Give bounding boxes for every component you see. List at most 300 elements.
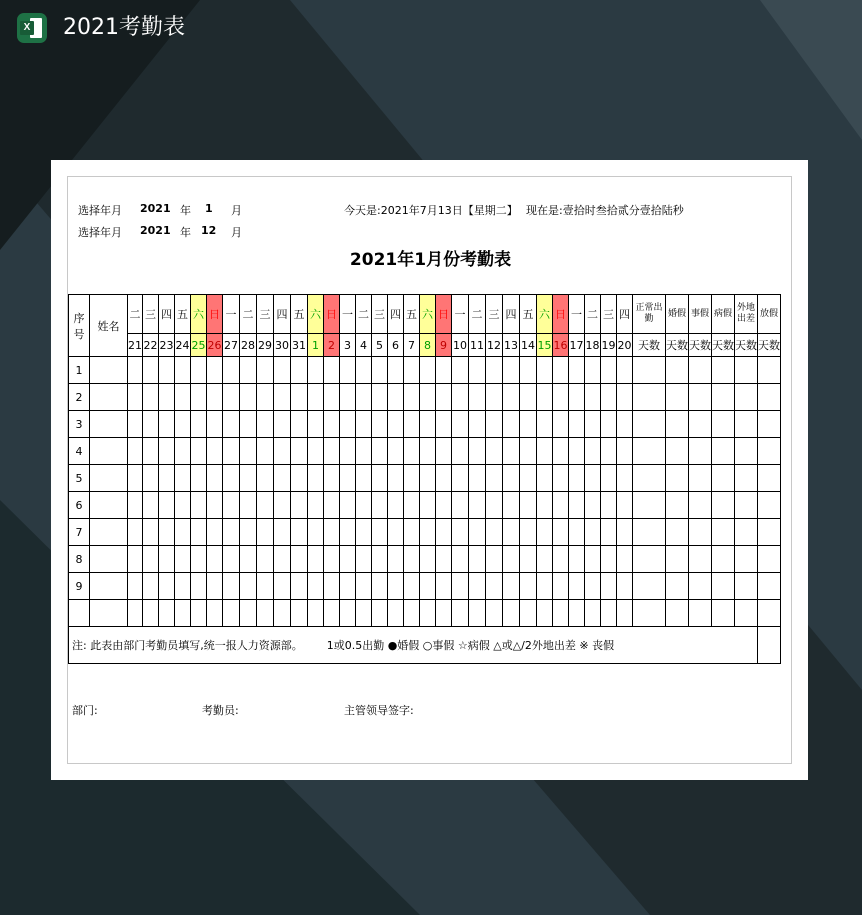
attendance-cell[interactable] <box>569 492 585 519</box>
attendance-cell[interactable] <box>601 465 617 492</box>
attendance-cell[interactable] <box>758 384 781 411</box>
attendance-cell[interactable] <box>274 438 291 465</box>
attendance-cell[interactable] <box>191 546 207 573</box>
attendance-cell[interactable] <box>617 546 633 573</box>
attendance-cell[interactable] <box>207 357 223 384</box>
attendance-cell[interactable] <box>666 438 689 465</box>
attendance-cell[interactable] <box>452 465 469 492</box>
attendance-cell[interactable] <box>223 384 240 411</box>
attendance-cell[interactable] <box>308 384 324 411</box>
attendance-cell[interactable] <box>436 492 452 519</box>
attendance-cell[interactable] <box>291 465 308 492</box>
attendance-cell[interactable] <box>191 411 207 438</box>
attendance-cell[interactable] <box>340 519 356 546</box>
attendance-cell[interactable] <box>356 546 372 573</box>
attendance-cell[interactable] <box>207 384 223 411</box>
attendance-cell[interactable] <box>420 411 436 438</box>
attendance-cell[interactable] <box>633 357 666 384</box>
attendance-cell[interactable] <box>633 465 666 492</box>
attendance-cell[interactable] <box>569 357 585 384</box>
attendance-cell[interactable] <box>436 411 452 438</box>
attendance-cell[interactable] <box>291 519 308 546</box>
attendance-cell[interactable] <box>257 465 274 492</box>
attendance-cell[interactable] <box>569 384 585 411</box>
attendance-cell[interactable] <box>191 573 207 600</box>
attendance-cell[interactable] <box>469 384 486 411</box>
attendance-cell[interactable] <box>486 438 503 465</box>
attendance-cell[interactable] <box>240 546 257 573</box>
attendance-cell[interactable] <box>486 411 503 438</box>
attendance-cell[interactable] <box>469 411 486 438</box>
attendance-cell[interactable] <box>689 465 712 492</box>
attendance-cell[interactable] <box>291 438 308 465</box>
attendance-cell[interactable] <box>436 357 452 384</box>
year-2[interactable]: 2021 <box>140 224 171 237</box>
attendance-cell[interactable] <box>436 546 452 573</box>
attendance-cell[interactable] <box>520 600 537 627</box>
attendance-cell[interactable] <box>633 411 666 438</box>
attendance-cell[interactable] <box>191 438 207 465</box>
attendance-cell[interactable] <box>257 357 274 384</box>
attendance-cell[interactable] <box>159 384 175 411</box>
attendance-cell[interactable] <box>436 573 452 600</box>
attendance-cell[interactable] <box>452 492 469 519</box>
attendance-cell[interactable] <box>537 384 553 411</box>
attendance-cell[interactable] <box>388 357 404 384</box>
attendance-cell[interactable] <box>223 465 240 492</box>
attendance-cell[interactable] <box>257 438 274 465</box>
attendance-cell[interactable] <box>735 357 758 384</box>
attendance-cell[interactable] <box>469 465 486 492</box>
attendance-cell[interactable] <box>372 465 388 492</box>
attendance-cell[interactable] <box>735 573 758 600</box>
attendance-cell[interactable] <box>191 519 207 546</box>
attendance-cell[interactable] <box>758 600 781 627</box>
attendance-cell[interactable] <box>143 573 159 600</box>
attendance-cell[interactable] <box>569 600 585 627</box>
attendance-cell[interactable] <box>503 465 520 492</box>
attendance-cell[interactable] <box>207 546 223 573</box>
attendance-cell[interactable] <box>486 492 503 519</box>
attendance-cell[interactable] <box>143 546 159 573</box>
attendance-cell[interactable] <box>308 492 324 519</box>
attendance-cell[interactable] <box>404 384 420 411</box>
attendance-cell[interactable] <box>128 465 143 492</box>
attendance-cell[interactable] <box>274 492 291 519</box>
attendance-cell[interactable] <box>257 573 274 600</box>
attendance-cell[interactable] <box>175 438 191 465</box>
attendance-cell[interactable] <box>257 411 274 438</box>
attendance-cell[interactable] <box>340 546 356 573</box>
attendance-cell[interactable] <box>143 519 159 546</box>
attendance-cell[interactable] <box>712 384 735 411</box>
attendance-cell[interactable] <box>308 519 324 546</box>
attendance-cell[interactable] <box>486 546 503 573</box>
attendance-cell[interactable] <box>520 411 537 438</box>
attendance-cell[interactable] <box>666 600 689 627</box>
attendance-cell[interactable] <box>257 519 274 546</box>
attendance-cell[interactable] <box>666 573 689 600</box>
attendance-cell[interactable] <box>520 492 537 519</box>
attendance-cell[interactable] <box>340 492 356 519</box>
attendance-cell[interactable] <box>404 573 420 600</box>
attendance-cell[interactable] <box>308 411 324 438</box>
attendance-cell[interactable] <box>257 600 274 627</box>
attendance-cell[interactable] <box>758 411 781 438</box>
attendance-cell[interactable] <box>274 411 291 438</box>
attendance-cell[interactable] <box>601 519 617 546</box>
attendance-cell[interactable] <box>340 411 356 438</box>
attendance-cell[interactable] <box>758 573 781 600</box>
attendance-cell[interactable] <box>601 411 617 438</box>
name-cell[interactable] <box>90 573 128 600</box>
name-cell[interactable] <box>90 492 128 519</box>
attendance-cell[interactable] <box>585 600 601 627</box>
attendance-cell[interactable] <box>420 546 436 573</box>
attendance-cell[interactable] <box>569 438 585 465</box>
attendance-cell[interactable] <box>223 519 240 546</box>
attendance-cell[interactable] <box>388 411 404 438</box>
attendance-cell[interactable] <box>486 519 503 546</box>
attendance-cell[interactable] <box>486 573 503 600</box>
attendance-cell[interactable] <box>291 357 308 384</box>
attendance-cell[interactable] <box>758 519 781 546</box>
attendance-cell[interactable] <box>324 411 340 438</box>
attendance-cell[interactable] <box>223 411 240 438</box>
attendance-cell[interactable] <box>128 357 143 384</box>
attendance-cell[interactable] <box>324 465 340 492</box>
attendance-cell[interactable] <box>308 600 324 627</box>
attendance-cell[interactable] <box>689 357 712 384</box>
attendance-cell[interactable] <box>569 573 585 600</box>
attendance-cell[interactable] <box>469 492 486 519</box>
attendance-cell[interactable] <box>758 357 781 384</box>
attendance-cell[interactable] <box>420 600 436 627</box>
attendance-cell[interactable] <box>175 519 191 546</box>
attendance-cell[interactable] <box>324 357 340 384</box>
attendance-cell[interactable] <box>324 600 340 627</box>
attendance-cell[interactable] <box>452 357 469 384</box>
attendance-cell[interactable] <box>207 600 223 627</box>
attendance-cell[interactable] <box>758 546 781 573</box>
attendance-cell[interactable] <box>617 384 633 411</box>
attendance-cell[interactable] <box>404 438 420 465</box>
attendance-cell[interactable] <box>356 411 372 438</box>
attendance-cell[interactable] <box>585 492 601 519</box>
attendance-cell[interactable] <box>452 519 469 546</box>
attendance-cell[interactable] <box>274 600 291 627</box>
attendance-cell[interactable] <box>617 573 633 600</box>
attendance-cell[interactable] <box>601 357 617 384</box>
name-cell[interactable] <box>90 411 128 438</box>
attendance-cell[interactable] <box>553 546 569 573</box>
attendance-cell[interactable] <box>291 573 308 600</box>
attendance-cell[interactable] <box>689 573 712 600</box>
attendance-cell[interactable] <box>633 384 666 411</box>
attendance-cell[interactable] <box>159 357 175 384</box>
attendance-cell[interactable] <box>388 573 404 600</box>
attendance-cell[interactable] <box>356 384 372 411</box>
attendance-cell[interactable] <box>617 465 633 492</box>
attendance-cell[interactable] <box>689 384 712 411</box>
attendance-cell[interactable] <box>585 384 601 411</box>
attendance-cell[interactable] <box>159 573 175 600</box>
attendance-cell[interactable] <box>553 384 569 411</box>
attendance-cell[interactable] <box>712 357 735 384</box>
attendance-cell[interactable] <box>372 438 388 465</box>
attendance-cell[interactable] <box>537 600 553 627</box>
attendance-cell[interactable] <box>469 519 486 546</box>
attendance-cell[interactable] <box>689 492 712 519</box>
attendance-cell[interactable] <box>240 357 257 384</box>
attendance-cell[interactable] <box>356 438 372 465</box>
attendance-cell[interactable] <box>207 519 223 546</box>
attendance-cell[interactable] <box>469 357 486 384</box>
attendance-cell[interactable] <box>601 546 617 573</box>
attendance-cell[interactable] <box>633 600 666 627</box>
name-cell[interactable] <box>90 438 128 465</box>
attendance-cell[interactable] <box>291 492 308 519</box>
attendance-cell[interactable] <box>240 384 257 411</box>
attendance-cell[interactable] <box>633 519 666 546</box>
attendance-cell[interactable] <box>128 411 143 438</box>
attendance-cell[interactable] <box>601 492 617 519</box>
attendance-cell[interactable] <box>553 411 569 438</box>
attendance-cell[interactable] <box>291 411 308 438</box>
attendance-cell[interactable] <box>356 357 372 384</box>
attendance-cell[interactable] <box>340 573 356 600</box>
attendance-cell[interactable] <box>324 492 340 519</box>
attendance-cell[interactable] <box>585 357 601 384</box>
attendance-cell[interactable] <box>689 411 712 438</box>
attendance-cell[interactable] <box>503 546 520 573</box>
attendance-cell[interactable] <box>585 573 601 600</box>
attendance-cell[interactable] <box>503 438 520 465</box>
attendance-cell[interactable] <box>274 519 291 546</box>
attendance-cell[interactable] <box>633 546 666 573</box>
attendance-cell[interactable] <box>503 492 520 519</box>
attendance-cell[interactable] <box>240 411 257 438</box>
attendance-cell[interactable] <box>735 600 758 627</box>
attendance-cell[interactable] <box>452 573 469 600</box>
attendance-cell[interactable] <box>372 411 388 438</box>
attendance-cell[interactable] <box>469 438 486 465</box>
attendance-cell[interactable] <box>159 519 175 546</box>
attendance-cell[interactable] <box>207 411 223 438</box>
attendance-cell[interactable] <box>324 384 340 411</box>
name-cell[interactable] <box>90 465 128 492</box>
attendance-cell[interactable] <box>356 600 372 627</box>
attendance-cell[interactable] <box>420 384 436 411</box>
attendance-cell[interactable] <box>257 546 274 573</box>
attendance-cell[interactable] <box>240 438 257 465</box>
attendance-cell[interactable] <box>735 384 758 411</box>
attendance-cell[interactable] <box>308 438 324 465</box>
attendance-cell[interactable] <box>537 465 553 492</box>
attendance-cell[interactable] <box>175 357 191 384</box>
attendance-cell[interactable] <box>712 411 735 438</box>
attendance-cell[interactable] <box>537 573 553 600</box>
attendance-cell[interactable] <box>420 573 436 600</box>
attendance-cell[interactable] <box>143 357 159 384</box>
attendance-cell[interactable] <box>159 600 175 627</box>
attendance-cell[interactable] <box>257 384 274 411</box>
attendance-cell[interactable] <box>175 465 191 492</box>
attendance-cell[interactable] <box>735 519 758 546</box>
attendance-cell[interactable] <box>388 492 404 519</box>
attendance-cell[interactable] <box>469 546 486 573</box>
attendance-cell[interactable] <box>520 519 537 546</box>
attendance-cell[interactable] <box>617 600 633 627</box>
attendance-cell[interactable] <box>537 357 553 384</box>
attendance-cell[interactable] <box>420 519 436 546</box>
attendance-cell[interactable] <box>191 384 207 411</box>
attendance-cell[interactable] <box>503 357 520 384</box>
attendance-cell[interactable] <box>308 573 324 600</box>
attendance-cell[interactable] <box>503 384 520 411</box>
attendance-cell[interactable] <box>143 600 159 627</box>
attendance-cell[interactable] <box>388 600 404 627</box>
attendance-cell[interactable] <box>356 519 372 546</box>
attendance-cell[interactable] <box>601 384 617 411</box>
attendance-cell[interactable] <box>452 600 469 627</box>
attendance-cell[interactable] <box>404 546 420 573</box>
attendance-cell[interactable] <box>666 465 689 492</box>
attendance-cell[interactable] <box>436 384 452 411</box>
attendance-cell[interactable] <box>537 438 553 465</box>
attendance-cell[interactable] <box>324 573 340 600</box>
attendance-cell[interactable] <box>503 411 520 438</box>
attendance-cell[interactable] <box>388 465 404 492</box>
attendance-cell[interactable] <box>712 546 735 573</box>
attendance-cell[interactable] <box>666 357 689 384</box>
attendance-cell[interactable] <box>553 492 569 519</box>
attendance-cell[interactable] <box>452 384 469 411</box>
attendance-cell[interactable] <box>274 465 291 492</box>
attendance-cell[interactable] <box>452 438 469 465</box>
attendance-cell[interactable] <box>617 411 633 438</box>
attendance-cell[interactable] <box>388 546 404 573</box>
attendance-cell[interactable] <box>372 600 388 627</box>
attendance-cell[interactable] <box>420 492 436 519</box>
attendance-cell[interactable] <box>404 519 420 546</box>
attendance-cell[interactable] <box>175 411 191 438</box>
attendance-cell[interactable] <box>452 546 469 573</box>
attendance-cell[interactable] <box>503 600 520 627</box>
attendance-cell[interactable] <box>240 465 257 492</box>
attendance-cell[interactable] <box>404 357 420 384</box>
attendance-cell[interactable] <box>469 600 486 627</box>
attendance-cell[interactable] <box>191 600 207 627</box>
attendance-cell[interactable] <box>617 357 633 384</box>
attendance-cell[interactable] <box>486 600 503 627</box>
attendance-cell[interactable] <box>308 465 324 492</box>
attendance-cell[interactable] <box>633 492 666 519</box>
attendance-cell[interactable] <box>735 492 758 519</box>
attendance-cell[interactable] <box>666 519 689 546</box>
attendance-cell[interactable] <box>159 465 175 492</box>
attendance-cell[interactable] <box>633 573 666 600</box>
attendance-cell[interactable] <box>520 573 537 600</box>
attendance-cell[interactable] <box>553 519 569 546</box>
attendance-cell[interactable] <box>175 492 191 519</box>
attendance-cell[interactable] <box>340 384 356 411</box>
attendance-cell[interactable] <box>617 438 633 465</box>
attendance-cell[interactable] <box>712 519 735 546</box>
attendance-cell[interactable] <box>240 573 257 600</box>
attendance-cell[interactable] <box>486 357 503 384</box>
name-cell[interactable] <box>90 546 128 573</box>
attendance-cell[interactable] <box>128 600 143 627</box>
attendance-cell[interactable] <box>404 600 420 627</box>
attendance-cell[interactable] <box>436 600 452 627</box>
attendance-cell[interactable] <box>404 492 420 519</box>
attendance-cell[interactable] <box>585 465 601 492</box>
attendance-cell[interactable] <box>324 438 340 465</box>
attendance-cell[interactable] <box>128 519 143 546</box>
attendance-cell[interactable] <box>486 384 503 411</box>
attendance-cell[interactable] <box>143 438 159 465</box>
attendance-cell[interactable] <box>569 411 585 438</box>
attendance-cell[interactable] <box>207 438 223 465</box>
attendance-cell[interactable] <box>689 600 712 627</box>
attendance-cell[interactable] <box>689 519 712 546</box>
attendance-cell[interactable] <box>159 411 175 438</box>
attendance-cell[interactable] <box>388 519 404 546</box>
attendance-cell[interactable] <box>372 492 388 519</box>
attendance-cell[interactable] <box>601 438 617 465</box>
attendance-cell[interactable] <box>175 573 191 600</box>
attendance-cell[interactable] <box>758 492 781 519</box>
attendance-cell[interactable] <box>372 546 388 573</box>
attendance-cell[interactable] <box>207 465 223 492</box>
attendance-cell[interactable] <box>340 465 356 492</box>
attendance-cell[interactable] <box>175 384 191 411</box>
attendance-cell[interactable] <box>689 438 712 465</box>
attendance-cell[interactable] <box>240 519 257 546</box>
attendance-cell[interactable] <box>601 573 617 600</box>
attendance-cell[interactable] <box>340 600 356 627</box>
attendance-cell[interactable] <box>735 411 758 438</box>
attendance-cell[interactable] <box>128 573 143 600</box>
attendance-cell[interactable] <box>223 573 240 600</box>
attendance-cell[interactable] <box>585 438 601 465</box>
attendance-cell[interactable] <box>712 573 735 600</box>
attendance-cell[interactable] <box>735 546 758 573</box>
attendance-cell[interactable] <box>436 519 452 546</box>
attendance-cell[interactable] <box>388 438 404 465</box>
attendance-cell[interactable] <box>520 465 537 492</box>
attendance-cell[interactable] <box>617 492 633 519</box>
attendance-cell[interactable] <box>520 438 537 465</box>
name-cell[interactable] <box>90 519 128 546</box>
attendance-cell[interactable] <box>503 519 520 546</box>
attendance-cell[interactable] <box>159 492 175 519</box>
attendance-cell[interactable] <box>420 438 436 465</box>
attendance-cell[interactable] <box>520 357 537 384</box>
attendance-cell[interactable] <box>436 465 452 492</box>
attendance-cell[interactable] <box>569 546 585 573</box>
attendance-cell[interactable] <box>191 492 207 519</box>
attendance-cell[interactable] <box>520 546 537 573</box>
attendance-cell[interactable] <box>537 492 553 519</box>
attendance-cell[interactable] <box>291 600 308 627</box>
attendance-cell[interactable] <box>689 546 712 573</box>
attendance-cell[interactable] <box>712 492 735 519</box>
attendance-cell[interactable] <box>585 411 601 438</box>
attendance-cell[interactable] <box>569 465 585 492</box>
attendance-cell[interactable] <box>553 600 569 627</box>
